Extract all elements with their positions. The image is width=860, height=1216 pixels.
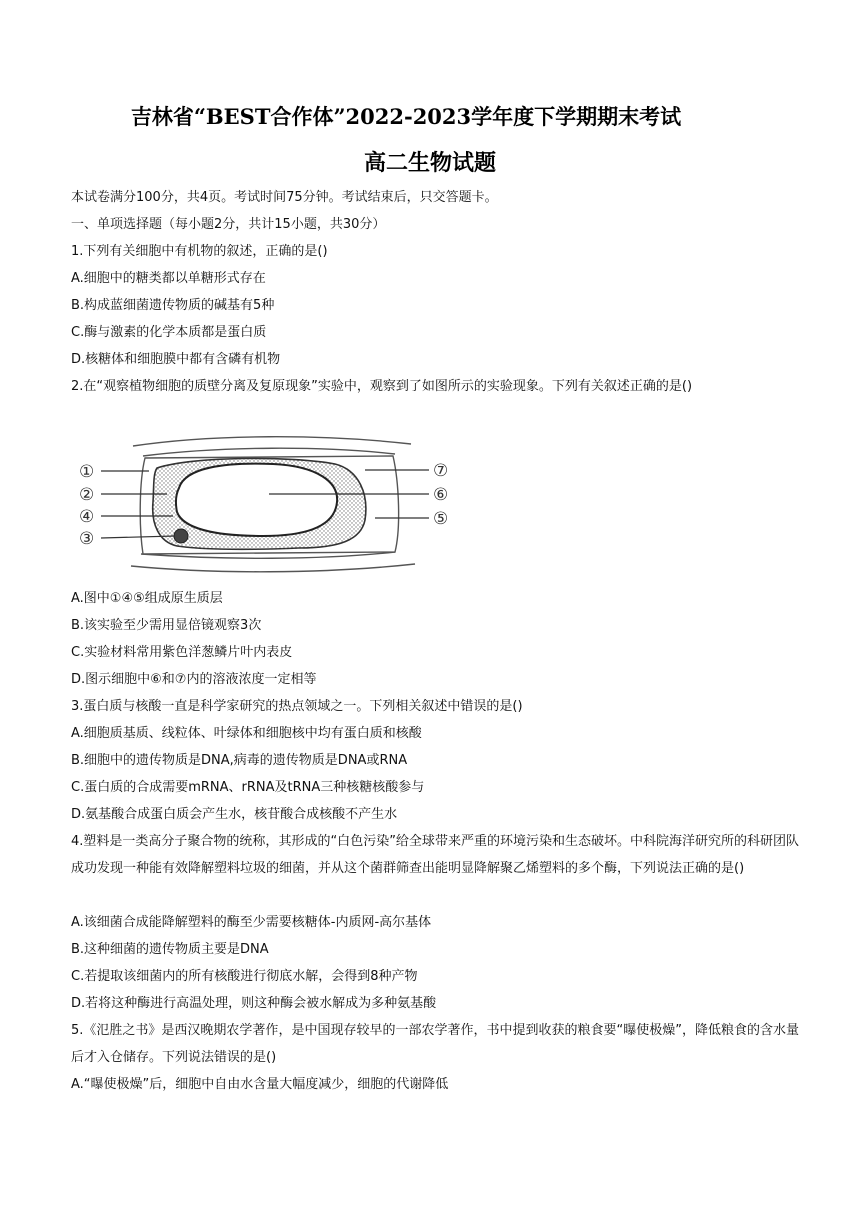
question-1-option-d: D.核糖体和细胞膜中都有含磷有机物 (71, 352, 281, 367)
question-2-option-b: B.该实验至少需用显倍镜观察3次 (71, 618, 262, 633)
question-3-option-a: A.细胞质基质、线粒体、叶绿体和细胞核中均有蛋白质和核酸 (71, 726, 422, 741)
cell-wall-top-outer (133, 437, 411, 446)
figure-label-5: ⑤ (433, 509, 449, 529)
question-2-stem: 2.在“观察植物细胞的质壁分离及复原现象”实验中，观察到了如图所示的实验现象。下列有关叙述正确的是() (71, 379, 693, 394)
question-1-stem: 1.下列有关细胞中有机物的叙述，正确的是() (71, 244, 328, 259)
question-4-stem: 4.塑料是一类高分子聚合物的统称，其形成的“白色污染”给全球带来严重的环境污染和生态破坏。中科院海洋研究所的科研团队成功发现一种能有效降解塑料垃圾的细菌，并从这个菌群筛查出能明显降解聚乙烯塑料的多个酶，下列说法正确的是() (71, 834, 799, 876)
question-4-option-c: C.若提取该细菌内的所有核酸进行彻底水解，会得到8种产物 (71, 969, 418, 984)
figure-label-6: ⑥ (433, 485, 449, 505)
question-5-stem: 5.《氾胜之书》是西汉晚期农学著作，是中国现存较早的一部农学著作，书中提到收获的粮食要“曝使极燥”，降低粮食的含水量后才入仓储存。下列说法错误的是() (71, 1023, 799, 1065)
vacuole (176, 464, 337, 536)
page-subtitle: 高二生物试题 (363, 150, 496, 176)
figure-label-1: ① (79, 462, 95, 482)
question-2-option-d: D.图示细胞中⑥和⑦内的溶液浓度一定相等 (71, 672, 317, 687)
exam-instructions: 本试卷满分100分，共4页。考试时间75分钟。考试结束后，只交答题卡。 (71, 190, 498, 205)
question-2-option-a: A.图中①④⑤组成原生质层 (71, 591, 223, 606)
figure-label-3: ③ (79, 529, 95, 549)
page-title: 吉林省“BEST合作体”2022-2023学年度下学期期末考试 (130, 104, 682, 129)
question-1-option-b: B.构成蓝细菌遗传物质的碱基有5种 (71, 298, 275, 313)
question-3-stem: 3.蛋白质与核酸一直是科学家研究的热点领域之一。下列相关叙述中错误的是() (71, 699, 523, 714)
question-4-option-b: B.这种细菌的遗传物质主要是DNA (71, 942, 269, 957)
question-3-option-c: C.蛋白质的合成需要mRNA、rRNA及tRNA三种核糖核酸参与 (71, 780, 425, 795)
figure-label-2: ② (79, 485, 95, 505)
figure-label-4: ④ (79, 507, 95, 527)
nucleus (174, 529, 188, 543)
question-4-option-d: D.若将这种酶进行高温处理，则这种酶会被水解成为多种氨基酸 (71, 996, 437, 1011)
cell-plasmolysis-diagram (73, 432, 463, 578)
question-3-option-d: D.氨基酸合成蛋白质会产生水，核苷酸合成核酸不产生水 (71, 807, 398, 822)
section-heading: 一、单项选择题（每小题2分，共计15小题，共30分） (71, 217, 386, 232)
question-1-option-c: C.酶与激素的化学本质都是蛋白质 (71, 325, 267, 340)
question-3-option-b: B.细胞中的遗传物质是DNA,病毒的遗传物质是DNA或RNA (71, 753, 408, 768)
cell-wall-top-inner (143, 448, 395, 456)
figure-label-7: ⑦ (433, 461, 449, 481)
question-2-option-c: C.实验材料常用紫色洋葱鳞片叶内表皮 (71, 645, 293, 660)
cell-wall-bottom-outer (131, 564, 415, 572)
question-5-option-a: A.“曝使极燥”后，细胞中自由水含量大幅度减少，细胞的代谢降低 (71, 1077, 449, 1092)
question-4-option-a: A.该细菌合成能降解塑料的酶至少需要核糖体-内质网-高尔基体 (71, 915, 432, 930)
question-1-option-a: A.细胞中的糖类都以单糖形式存在 (71, 271, 266, 286)
